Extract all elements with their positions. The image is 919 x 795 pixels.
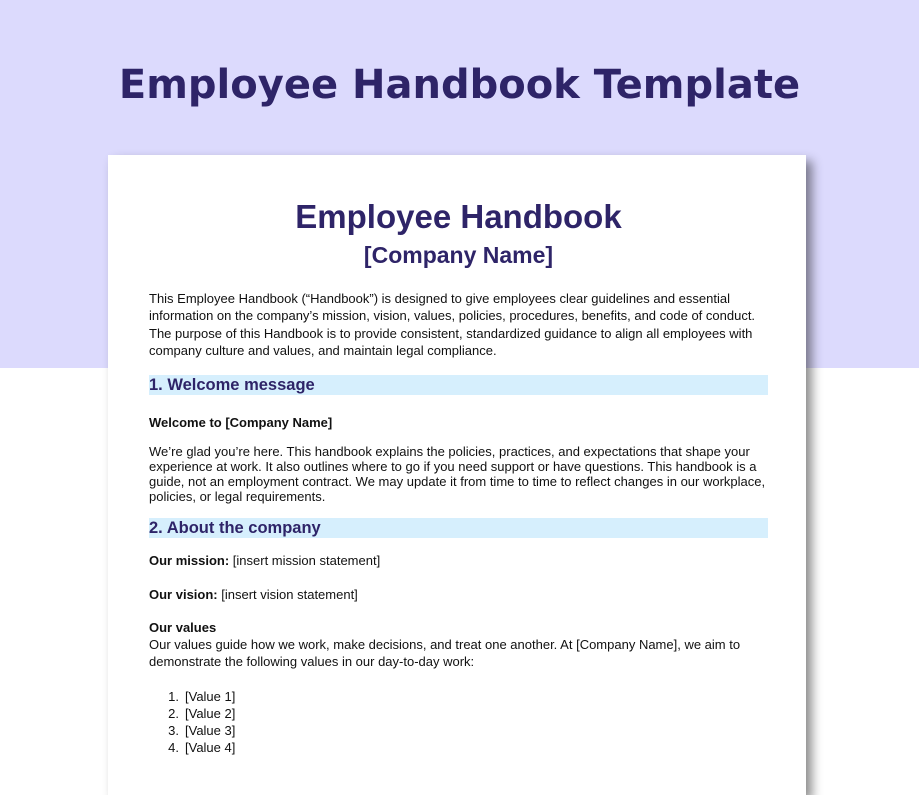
- list-number: 3.: [168, 723, 179, 738]
- welcome-paragraph: We’re glad you’re here. This handbook explains the policies, practices, and expectations that shape your experience at work. It also outlines where to go if you need support or have questions. This handbook is a guide, not an employment contract. We may update it from time to time to reflect changes in our workplace, policies, or legal requirements.: [149, 444, 766, 504]
- list-number: 1.: [168, 689, 179, 704]
- list-number: 4.: [168, 740, 179, 755]
- vision-label: Our vision:: [149, 587, 218, 602]
- section-heading-about: 2. About the company: [149, 518, 768, 538]
- list-text: [Value 3]: [185, 723, 236, 738]
- banner-title: Employee Handbook Template: [118, 62, 801, 108]
- list-text: [Value 4]: [185, 740, 236, 755]
- values-list: [149, 688, 768, 756]
- values-paragraph: Our values guide how we work, make decisions, and treat one another. At [Company Name], we aim to demonstrate the following values in our day-to-day work:: [149, 637, 741, 670]
- section-heading-welcome: 1. Welcome message: [149, 375, 768, 395]
- document-subtitle: [Company Name]: [363, 242, 554, 268]
- intro-paragraph: This Employee Handbook (“Handbook”) is designed to give employees clear guidelines and essential information on the company’s mission, vision, values, policies, procedures, benefits, and code of conduct. The purpose of this Handbook is to provide consistent, standardized guidance to align all employees with company culture and values, and maintain legal compliance.: [149, 291, 756, 358]
- vision-line: [149, 586, 768, 603]
- list-item: [149, 739, 768, 756]
- list-number: 2.: [168, 706, 179, 721]
- mission-line: [149, 552, 768, 569]
- list-item: [149, 705, 768, 722]
- list-text: [Value 1]: [185, 689, 236, 704]
- welcome-subheading: Welcome to [Company Name]: [149, 415, 333, 430]
- list-text: [Value 2]: [185, 706, 236, 721]
- values-heading: Our values: [149, 620, 217, 635]
- mission-label: Our mission:: [149, 553, 230, 568]
- document-page: [108, 155, 806, 795]
- list-item: [149, 722, 768, 739]
- vision-value: [insert vision statement]: [217, 587, 358, 602]
- document-title: Employee Handbook: [295, 198, 622, 235]
- list-item: [149, 688, 768, 705]
- mission-value: [insert mission statement]: [229, 553, 381, 568]
